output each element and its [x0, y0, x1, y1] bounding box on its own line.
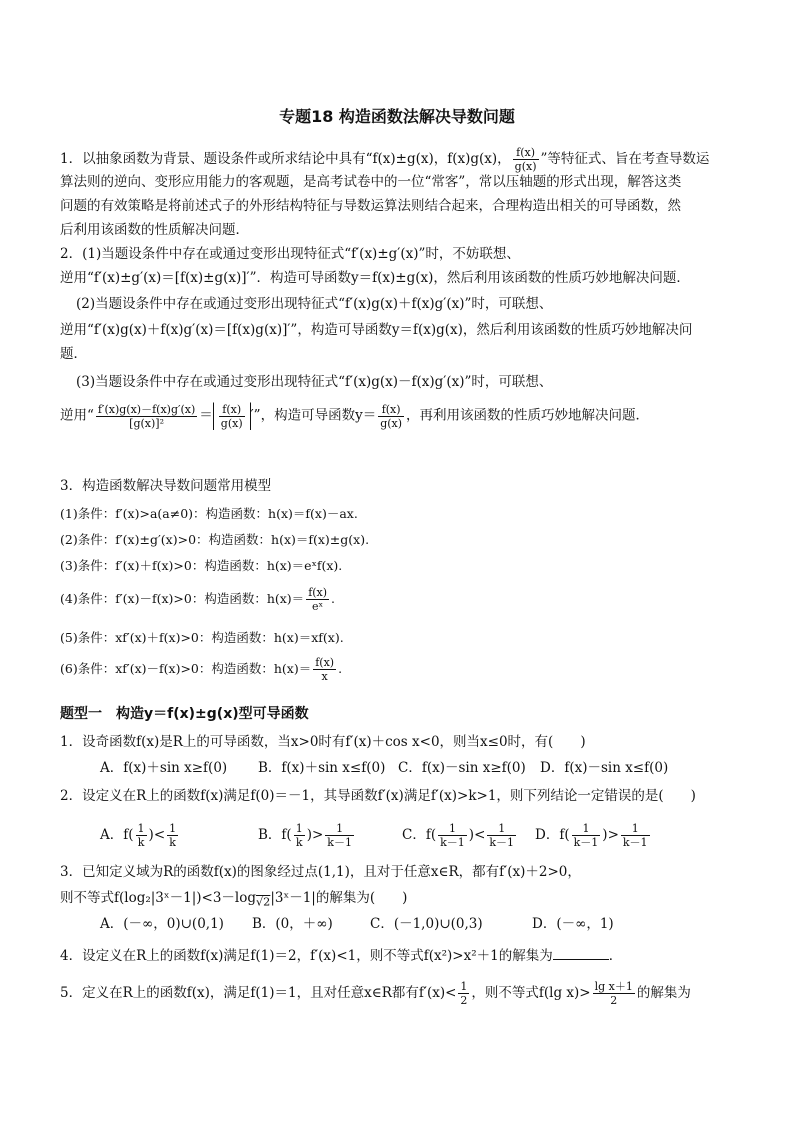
- fraction-numerator: 1: [325, 822, 354, 836]
- question-2-option-b: B．f( $\frac{1}{k}$ )> $\frac{1}{k-1}$: [258, 822, 352, 849]
- intro-p2-line3: (2)当题设条件中存在或通过变形出现特征式“f′(x)g(x)＋f(x)g′(x)”时，可联想、: [76, 296, 553, 312]
- intro-p2-line4: 逆用“f′(x)g(x)＋f(x)g′(x)＝[f(x)g(x)]′”，构造可导函数y＝f(x)g(x)，然后利用该函数的性质巧妙地解决问: [60, 322, 693, 338]
- question-text: 则不等式f(log₂|3ˣ－1|)<3－log: [60, 890, 257, 906]
- fraction-numerator: 1: [438, 822, 467, 836]
- question-text: 的解集为: [636, 985, 691, 1001]
- fraction: [167, 822, 178, 849]
- intro-p2-line6: (3)当题设条件中存在或通过变形出现特征式“f′(x)g(x)－f(x)g′(x)”时，可联想、: [76, 374, 553, 390]
- question-3-option-d: D．(－∞，1): [532, 916, 614, 932]
- model-2: (2)条件：f′(x)±g′(x)>0：构造函数：h(x)＝f(x)±g(x).: [60, 532, 370, 547]
- fraction-denominator: k－1: [489, 836, 515, 849]
- fraction-f-over-x: [313, 656, 336, 683]
- comparison-sign: >: [311, 827, 324, 843]
- fraction-denominator: k: [295, 836, 303, 849]
- option-label: C．f: [402, 827, 431, 843]
- question-3-option-b: B．(0，＋∞): [252, 916, 333, 932]
- fraction-numerator: lg x＋1: [594, 980, 633, 993]
- question-text: 5．定义在R上的函数f(x)，满足f(1)＝1，且对任意x∈R都有f′(x)<: [60, 985, 457, 1001]
- intro-p2-line1: 2．(1)当题设条件中存在或通过变形出现特征式“f′(x)±g′(x)”时，不妨联想、: [60, 246, 520, 262]
- question-2-option-a: A．f( $\frac{1}{k}$ )< $\frac{1}{k}$: [100, 822, 177, 849]
- fraction-denominator: g(x): [380, 416, 403, 430]
- question-2-option-c: C．f( $\frac{1}{k-1}$ )< $\frac{1}{k-1}$: [402, 822, 515, 849]
- fraction-denominator: eˣ: [312, 600, 324, 613]
- fraction-numerator: 1: [169, 822, 177, 835]
- question-2-option-d: D．f( $\frac{1}{k-1}$ )> $\frac{1}{k-1}$: [535, 822, 648, 849]
- intro-p2-line5: 题．: [60, 346, 87, 362]
- fraction-denominator: 2: [460, 994, 468, 1007]
- question-2-stem: 2．设定义在R上的函数f(x)满足f(0)＝－1，其导函数f′(x)满足f′(x)>k>1，则下列结论一定错误的是( ): [60, 788, 696, 804]
- option-label: B．f: [258, 827, 287, 843]
- model-text: (6)条件：xf′(x)－f(x)>0：构造函数：h(x)＝: [60, 661, 312, 676]
- fraction: [487, 822, 516, 849]
- fraction-numerator: 1: [137, 822, 145, 835]
- question-text: 4．设定义在R上的函数f(x)满足f(1)＝2，f′(x)<1，则不等式f(x²)>x²＋1的解集为: [60, 948, 553, 964]
- fraction: [572, 822, 601, 849]
- intro-text: ”等特征式、旨在考查导数运: [540, 151, 710, 167]
- intro-p1-line1: [60, 146, 740, 173]
- equals-sign: ＝: [199, 407, 213, 424]
- fraction-f-over-g: [513, 146, 539, 173]
- question-3-option-a: A．(－∞，0)∪(0,1): [100, 916, 224, 932]
- fraction-denominator: k: [169, 836, 176, 849]
- sqrt-two-subscript: √2: [256, 895, 271, 909]
- intro-p1-line3: 问题的有效策略是将前述式子的外形结构特征与导数运算法则结合起来，合理构造出相关的可导函数，然: [60, 198, 681, 214]
- fraction-numerator: 1: [487, 822, 516, 836]
- fraction-numerator: f(x): [219, 403, 245, 417]
- fraction-denominator: k: [137, 836, 145, 849]
- fraction-denominator: k－1: [440, 836, 465, 849]
- question-text: ，则不等式f(lg x)>: [471, 985, 591, 1001]
- model-4: (4)条件：f′(x)－f(x)>0：构造函数：h(x)＝ $\frac{f(x)}{\text{eˣ}}$ .: [60, 586, 336, 613]
- fraction-numerator: f(x): [513, 146, 539, 160]
- fraction-denominator: k－1: [327, 836, 352, 849]
- fraction-numerator: f(x): [308, 586, 328, 599]
- intro-p2-line2: 逆用“f′(x)±g′(x)＝[f(x)±g(x)]′”．构造可导函数y＝f(x)±g(x)，然后利用该函数的性质巧妙地解决问题．: [60, 270, 690, 286]
- fraction-one-half: [458, 980, 469, 1007]
- quotient-rule-fraction: [96, 403, 197, 430]
- bracketed-fraction: [213, 402, 251, 430]
- fraction-numerator: 1: [621, 822, 650, 836]
- fraction-numerator: 1: [460, 980, 468, 993]
- fraction-denominator: k－1: [573, 836, 599, 849]
- question-5-stem: [60, 980, 740, 1007]
- question-1-option-d: D．f(x)－sin x≤f(0): [540, 760, 669, 776]
- fraction-f-over-g: [378, 403, 404, 430]
- question-text: |3ˣ－1|的解集为( ): [270, 890, 408, 906]
- question-3-option-c: C．(－1,0)∪(0,3): [370, 916, 483, 932]
- fraction-numerator: f(x): [315, 656, 335, 669]
- fraction-numerator: 1: [295, 822, 303, 835]
- option-label: D．f: [535, 827, 565, 843]
- fraction-rhs: [593, 980, 635, 1007]
- fraction-denominator: [g(x)]²: [129, 416, 164, 430]
- fraction-numerator: f(x): [378, 403, 404, 417]
- fraction: [294, 822, 305, 849]
- intro-text: 1．以抽象函数为背景、题设条件或所求结论中具有“f(x)±g(x)，f(x)g(x)，: [60, 151, 511, 167]
- fraction-denominator: g(x): [514, 160, 537, 173]
- model-5: (5)条件：xf′(x)＋f(x)>0：构造函数：h(x)＝xf(x).: [60, 630, 344, 645]
- question-3-stem: 3．已知定义域为R的函数f(x)的图象经过点(1,1)，且对于任意x∈R，都有f′(x)＋2>0，: [60, 864, 581, 880]
- intro-p1-line4: 后利用该函数的性质解决问题．: [60, 222, 249, 238]
- fraction-f-over-g: [219, 403, 245, 430]
- fraction: [325, 822, 354, 849]
- fraction-numerator: 1: [572, 822, 601, 836]
- model-3: (3)条件：f′(x)＋f(x)>0：构造函数：h(x)＝eˣf(x).: [60, 558, 343, 573]
- intro-text: ′”，构造可导函数y＝: [250, 407, 377, 424]
- intro-p3-line1: 3．构造函数解决导数问题常用模型: [60, 478, 272, 494]
- question-3-line2: [60, 888, 740, 913]
- intro-text: 逆用“: [60, 407, 94, 424]
- question-4-stem: [60, 946, 740, 966]
- section-title: 题型一 构造y＝f(x)±g(x)型可导函数: [60, 706, 309, 722]
- intro-p2-line7: [60, 402, 740, 430]
- question-1-option-a: A．f(x)＋sin x≥f(0): [100, 760, 228, 776]
- intro-p1-line2: 算法则的逆向、变形应用能力的客观题，是高考试卷中的一位“常客”，常以压轴题的形式出现，解答这类: [60, 174, 682, 190]
- answer-blank: [553, 947, 609, 960]
- fraction-numerator: f′(x)g(x)－f(x)g′(x): [97, 402, 196, 416]
- fraction-denominator: x: [321, 670, 328, 683]
- fraction: [438, 822, 467, 849]
- comparison-sign: >: [607, 827, 619, 843]
- fraction: [621, 822, 650, 849]
- question-1-stem: 1．设奇函数f(x)是R上的可导函数，当x>0时有f′(x)＋cos x<0，则当x≤0时，有( ): [60, 734, 586, 750]
- intro-text: ，再利用该函数的性质巧妙地解决问题．: [406, 407, 650, 424]
- question-1-option-b: B．f(x)＋sin x≤f(0): [258, 760, 386, 776]
- model-6: (6)条件：xf′(x)－f(x)>0：构造函数：h(x)＝ $\frac{f(x)}{x}$ .: [60, 656, 343, 683]
- page-title: 专题18 构造函数法解决导数问题: [279, 107, 515, 126]
- comparison-sign: <: [153, 827, 166, 843]
- question-text: ．: [608, 948, 623, 964]
- option-label: A．f: [100, 827, 129, 843]
- fraction-denominator: g(x): [220, 417, 243, 430]
- comparison-sign: <: [474, 827, 486, 843]
- fraction: [136, 822, 147, 849]
- question-1-option-c: C．f(x)－sin x≥f(0): [398, 760, 526, 776]
- model-text: (4)条件：f′(x)－f(x)>0：构造函数：h(x)＝: [60, 591, 305, 606]
- model-1: (1)条件：f′(x)>a(a≠0)：构造函数：h(x)＝f(x)－ax.: [60, 506, 358, 521]
- fraction-denominator: 2: [610, 994, 618, 1007]
- fraction-f-over-ex: [306, 586, 329, 613]
- fraction-denominator: k－1: [622, 836, 648, 849]
